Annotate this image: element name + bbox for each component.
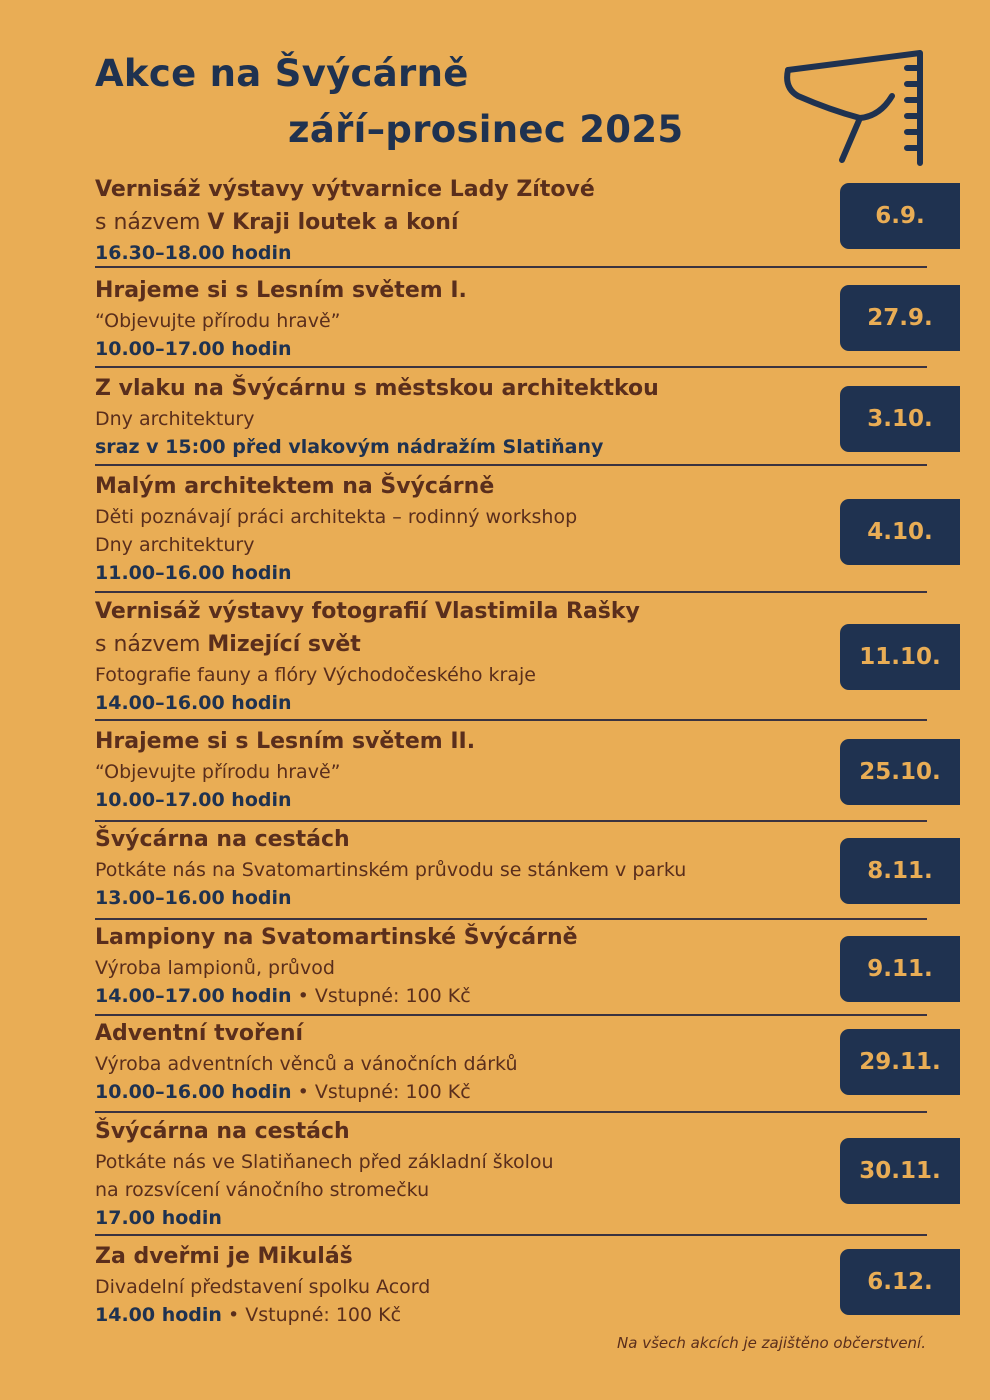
event-fee: • Vstupné: 100 Kč [291, 1081, 471, 1103]
event-item [95, 372, 830, 461]
divider [95, 1111, 927, 1113]
page-subtitle: září–prosinec 2025 [288, 108, 684, 151]
event-description: Dny architektury [95, 408, 255, 430]
event-title-bold: Mizející svět [207, 632, 361, 657]
event-time: 13.00–16.00 hodin [95, 887, 292, 909]
event-item [95, 1017, 830, 1106]
event-description: Výroba adventních věnců a vánočních dárků [95, 1053, 518, 1075]
event-title: Vernisáž výstavy fotografií Vlastimila Rašky [95, 599, 640, 624]
event-fee: • Vstupné: 100 Kč [221, 1304, 402, 1326]
event-date-badge: 4.10. [840, 499, 960, 565]
event-date-badge: 29.11. [840, 1029, 960, 1095]
divider [95, 366, 927, 368]
event-date-badge: 25.10. [840, 739, 960, 805]
event-date-badge: 9.11. [840, 936, 960, 1002]
event-date-badge: 6.12. [840, 1249, 960, 1315]
event-title: Švýcárna na cestách [95, 827, 350, 852]
event-item [95, 274, 830, 363]
event-date-badge: 3.10. [840, 386, 960, 452]
event-item [95, 725, 830, 814]
event-time: sraz v 15:00 před vlakovým nádražím Slatiňany [95, 436, 604, 458]
event-description: Fotografie fauny a flóry Východočeského kraje [95, 664, 536, 686]
event-time: 10.00–16.00 hodin [95, 1081, 292, 1103]
event-time: 14.00–17.00 hodin [95, 985, 292, 1007]
event-title-bold: V Kraji loutek a koní [207, 210, 459, 235]
event-item [95, 173, 830, 267]
event-description: Výroba lampionů, průvod [95, 957, 335, 979]
event-description-2: na rozsvícení vánočního stromečku [95, 1179, 430, 1201]
divider [95, 1234, 927, 1236]
event-title: Z vlaku na Švýcárnu s městskou architektkou [95, 376, 659, 401]
event-item [95, 470, 830, 587]
event-description: “Objevujte přírodu hravě” [95, 761, 341, 783]
event-date-badge: 11.10. [840, 624, 960, 690]
event-item [95, 921, 830, 1010]
event-date-badge: 27.9. [840, 285, 960, 351]
event-item [95, 1115, 830, 1232]
event-time: 16.30–18.00 hodin [95, 242, 292, 264]
divider [95, 918, 927, 920]
event-title: Lampiony na Svatomartinské Švýcárně [95, 925, 578, 950]
event-title: Vernisáž výstavy výtvarnice Lady Zítové [95, 177, 595, 202]
event-title-prefix: s názvem [95, 210, 208, 235]
event-time: 11.00–16.00 hodin [95, 562, 292, 584]
event-description-2: Dny architektury [95, 534, 255, 556]
event-date-badge: 6.9. [840, 183, 960, 249]
event-title: Švýcárna na cestách [95, 1119, 350, 1144]
event-title-prefix: s názvem [95, 632, 208, 657]
divider [95, 820, 927, 822]
divider [95, 266, 927, 268]
event-time: 10.00–17.00 hodin [95, 338, 292, 360]
event-time: 14.00 hodin [95, 1304, 222, 1326]
event-description: Děti poznávají práci architekta – rodinný workshop [95, 506, 578, 528]
event-title: Hrajeme si s Lesním světem II. [95, 729, 476, 754]
divider [95, 591, 927, 593]
event-title: Malým architektem na Švýcárně [95, 474, 495, 499]
event-date-badge: 30.11. [840, 1138, 960, 1204]
event-item [95, 823, 830, 912]
event-description: Potkáte nás ve Slatiňanech před základní školou [95, 1151, 554, 1173]
footer-note: Na všech akcích je zajištěno občerstvení. [617, 1334, 926, 1352]
event-title: Adventní tvoření [95, 1021, 304, 1046]
event-description: Divadelní představení spolku Acord [95, 1276, 431, 1298]
divider [95, 1014, 927, 1016]
horse-head-logo-icon [780, 48, 930, 173]
event-description: Potkáte nás na Svatomartinském průvodu se stánkem v parku [95, 859, 687, 881]
event-title: Hrajeme si s Lesním světem I. [95, 278, 467, 303]
event-item [95, 595, 830, 717]
divider [95, 719, 927, 721]
event-date-badge: 8.11. [840, 838, 960, 904]
event-time: 17.00 hodin [95, 1207, 222, 1229]
event-fee: • Vstupné: 100 Kč [291, 985, 471, 1007]
event-time: 10.00–17.00 hodin [95, 789, 292, 811]
event-description: “Objevujte přírodu hravě” [95, 310, 341, 332]
event-title: Za dveřmi je Mikuláš [95, 1244, 353, 1269]
divider [95, 464, 927, 466]
event-item [95, 1240, 830, 1329]
event-time: 14.00–16.00 hodin [95, 692, 292, 714]
page-title: Akce na Švýcárně [95, 52, 469, 95]
